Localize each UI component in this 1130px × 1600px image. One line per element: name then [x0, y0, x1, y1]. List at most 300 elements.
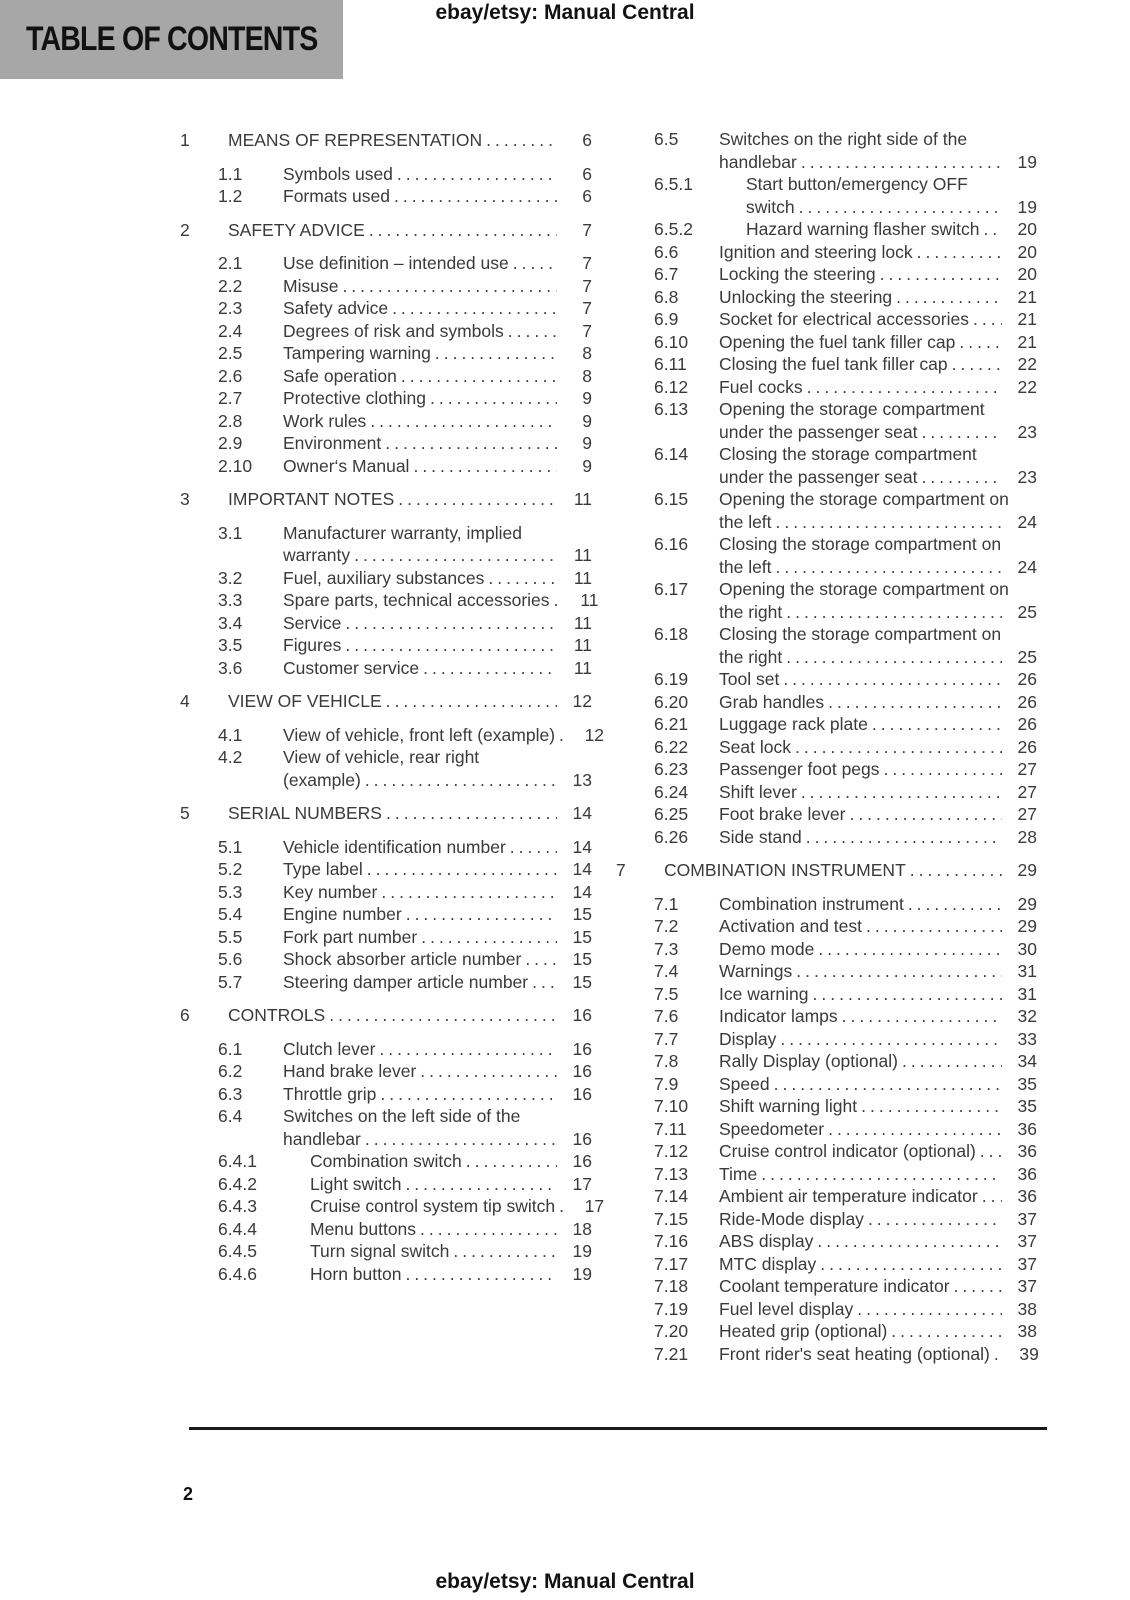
- toc-entry-number: 2.9: [218, 433, 243, 453]
- toc-entry-last-line: [719, 736, 1037, 759]
- toc-entry-number: 6.5.1: [654, 174, 693, 194]
- toc-page-number: 36: [1017, 1141, 1037, 1161]
- dot-leader: [884, 758, 1002, 781]
- toc-page-number: 20: [1017, 264, 1037, 284]
- toc-entry-number: 2.8: [218, 410, 243, 431]
- toc-entry-body: [719, 758, 1037, 781]
- dot-leader: [868, 1208, 1002, 1231]
- toc-entry-number: 2.6: [218, 365, 243, 386]
- toc-page-number: 25: [1017, 646, 1037, 667]
- toc-entry-row: [180, 881, 592, 904]
- toc-entry-number: 7.7: [654, 1028, 679, 1049]
- toc-entry-title-line: Opening the storage compartment on: [719, 579, 1009, 599]
- toc-entry-last-line: [719, 1050, 1037, 1073]
- toc-entry-body: [719, 443, 1037, 488]
- toc-entry-row: [616, 1275, 1037, 1298]
- toc-entry-number: 2.3: [218, 298, 243, 318]
- toc-entry-row: [180, 455, 592, 478]
- toc-entry-title: Ice warning: [719, 983, 809, 1004]
- toc-entry-body: [719, 1275, 1037, 1298]
- toc-entry-body: [719, 1140, 1037, 1163]
- toc-entry-title: Combination switch: [310, 1151, 462, 1171]
- toc-page-number: 38: [1017, 1298, 1037, 1319]
- toc-entry-number: 7: [616, 860, 626, 880]
- dot-leader: [401, 365, 557, 388]
- toc-entry-title: Safety advice: [283, 298, 389, 318]
- toc-entry-number: 6.4.4: [218, 1218, 257, 1239]
- toc-entry-title: Time: [719, 1163, 758, 1184]
- dot-leader: [329, 1004, 557, 1027]
- toc-entry-body: [719, 983, 1037, 1006]
- toc-entry-title: MTC display: [719, 1253, 817, 1274]
- toc-entry-last-line: [719, 286, 1037, 309]
- dot-leader: [896, 286, 1002, 309]
- toc-entry-last-line: [283, 858, 592, 881]
- dot-leader: [902, 1050, 1002, 1073]
- toc-page-number: 15: [572, 949, 592, 969]
- dot-leader: [921, 466, 1002, 489]
- toc-page-number: 7: [582, 320, 592, 341]
- toc-entry-number: 6.16: [654, 534, 689, 554]
- toc-entry-body: [283, 455, 592, 478]
- toc-entry-last-line: [719, 263, 1037, 286]
- toc-entry-title: Shock absorber article number: [283, 949, 522, 969]
- toc-entry-last-line: [719, 1005, 1037, 1028]
- toc-entry-number: 7.4: [654, 961, 679, 981]
- dot-leader: [828, 691, 1002, 714]
- toc-entry-row: [616, 781, 1037, 804]
- toc-page-number: 27: [1017, 759, 1037, 779]
- dot-leader: [786, 601, 1002, 624]
- toc-entry-body: [719, 1005, 1037, 1028]
- toc-page-number: 16: [572, 1061, 592, 1081]
- toc-entry-body: [719, 1163, 1037, 1186]
- toc-entry-last-line: [719, 1073, 1037, 1096]
- dot-leader: [917, 241, 1002, 264]
- toc-entry-row: [616, 308, 1037, 331]
- dot-leader: [872, 713, 1002, 736]
- toc-entry-number: 2.7: [218, 388, 243, 408]
- toc-entry-title: Heated grip (optional): [719, 1321, 888, 1341]
- toc-entry-body: [228, 802, 592, 825]
- toc-entry-number: 7.8: [654, 1051, 679, 1071]
- dot-leader: [397, 163, 557, 186]
- dot-leader: [983, 218, 1002, 241]
- toc-entry-last-line: [228, 219, 592, 242]
- toc-entry-row: [616, 1185, 1037, 1208]
- toc-entry-number: 7.13: [654, 1163, 689, 1184]
- footer-divider: [189, 1427, 1047, 1430]
- toc-entry-title: Passenger foot pegs: [719, 759, 880, 779]
- toc-entry-title: Vehicle identification number: [283, 836, 506, 857]
- toc-entry-last-line: [719, 1095, 1037, 1118]
- toc-entry-last-line: [283, 1060, 592, 1083]
- toc-chapter-row: [180, 690, 592, 713]
- toc-entry-title-line: Opening the storage compartment: [719, 399, 985, 419]
- toc-entry-body: [746, 173, 1037, 218]
- toc-entry-row: [180, 746, 592, 791]
- toc-entry-body: [283, 275, 592, 298]
- toc-entry-row: [180, 1150, 592, 1173]
- toc-entry-last-line: [719, 803, 1037, 826]
- toc-entry-last-line: [283, 657, 592, 680]
- toc-entry-row: [616, 1028, 1037, 1051]
- toc-entry-number: 6.4.6: [218, 1263, 257, 1284]
- toc-entry-row: [616, 960, 1037, 983]
- toc-entry-title: Cruise control indicator (optional): [719, 1141, 976, 1161]
- toc-entry-row: [616, 1163, 1037, 1186]
- toc-page-number: 9: [582, 410, 592, 431]
- toc-chapter-row: [180, 129, 592, 152]
- toc-entry-last-line: [719, 1320, 1037, 1343]
- page-banner: [0, 0, 343, 79]
- dot-leader: [405, 1173, 557, 1196]
- toc-entry-title-line: Switches on the left side of the: [283, 1106, 521, 1126]
- toc-entry-body: [283, 410, 592, 433]
- toc-entry-row: [180, 365, 592, 388]
- toc-entry-title: Light switch: [310, 1173, 402, 1194]
- toc-page-number: 33: [1017, 1028, 1037, 1049]
- toc-entry-number: 5.1: [218, 836, 243, 857]
- toc-entry-last-line: [719, 1253, 1037, 1276]
- toc-page-number: 12: [572, 691, 592, 711]
- dot-leader: [453, 1240, 557, 1263]
- toc-entry-row: [616, 713, 1037, 736]
- dot-leader: [386, 690, 557, 713]
- toc-entry-title: handlebar: [719, 151, 797, 172]
- toc-entry-title: the left: [719, 556, 772, 577]
- toc-entry-title: Rally Display (optional): [719, 1051, 898, 1071]
- toc-entry-row: [616, 1320, 1037, 1343]
- dot-leader: [908, 893, 1002, 916]
- toc-entry-row: [616, 983, 1037, 1006]
- toc-entry-row: [616, 173, 1037, 218]
- dot-leader: [973, 308, 1002, 331]
- toc-entry-title: the left: [719, 511, 772, 532]
- toc-entry-last-line: [283, 342, 592, 365]
- toc-entry-last-line: [719, 601, 1037, 624]
- dot-leader: [801, 781, 1002, 804]
- dot-leader: [345, 612, 557, 635]
- toc-page-number: 26: [1017, 714, 1037, 734]
- toc-entry-last-line: [746, 196, 1037, 219]
- toc-entry-row: [616, 758, 1037, 781]
- dot-leader: [559, 1195, 569, 1218]
- toc-entry-title: Shift warning light: [719, 1096, 858, 1116]
- toc-entry-body: [283, 567, 592, 590]
- toc-entry-title: Coolant temperature indicator: [719, 1276, 950, 1296]
- toc-entry-title: warranty: [283, 545, 351, 565]
- toc-entry-title: Shift lever: [719, 781, 797, 802]
- toc-entry-number: 6.18: [654, 624, 689, 644]
- dot-leader: [379, 1038, 557, 1061]
- toc-entry-number: 6.1: [218, 1038, 243, 1059]
- toc-column-left: [180, 118, 605, 1285]
- toc-entry-row: [616, 1230, 1037, 1253]
- toc-entry-title: under the passenger seat: [719, 466, 918, 487]
- toc-entry-last-line: [719, 1028, 1037, 1051]
- toc-page-number: 18: [572, 1218, 592, 1239]
- toc-entry-number: 6.4: [218, 1106, 243, 1126]
- toc-entry-number: 3.2: [218, 567, 243, 588]
- toc-page-number: 7: [582, 298, 592, 318]
- toc-entry-row: [180, 1083, 592, 1106]
- toc-entry-title: Hazard warning flasher switch: [746, 219, 980, 239]
- dot-leader: [866, 915, 1002, 938]
- toc-entry-row: [616, 353, 1037, 376]
- toc-entry-number: 3.5: [218, 635, 243, 655]
- toc-entry-body: [719, 1343, 1037, 1366]
- dot-leader: [954, 1275, 1002, 1298]
- toc-entry-title: Engine number: [283, 904, 402, 924]
- toc-entry-body: [719, 1028, 1037, 1051]
- toc-entry-last-line: [719, 1275, 1037, 1298]
- toc-entry-row: [616, 533, 1037, 578]
- toc-entry-row: [616, 263, 1037, 286]
- toc-entry-title-line: Start button/emergency OFF: [746, 174, 968, 194]
- toc-entry-row: [180, 903, 592, 926]
- toc-entry-title: Throttle grip: [283, 1083, 377, 1104]
- toc-entry-row: [616, 286, 1037, 309]
- toc-entry-title: Foot brake lever: [719, 804, 846, 824]
- toc-entry-number: 1: [180, 130, 190, 150]
- toc-page-number: 22: [1017, 376, 1037, 397]
- dot-leader: [857, 1298, 1002, 1321]
- toc-page-number: 9: [582, 388, 592, 408]
- toc-entry-row: [180, 252, 592, 275]
- toc-entry-number: 6.11: [654, 354, 687, 374]
- dot-leader: [795, 736, 1002, 759]
- toc-entry-title-line: Closing the storage compartment on: [719, 534, 1002, 554]
- toc-entry-body: [719, 1320, 1037, 1343]
- dot-leader: [435, 342, 557, 365]
- toc-entry-title: View of vehicle, front left (example): [283, 724, 556, 745]
- toc-entry-body: [283, 948, 592, 971]
- toc-entry-number: 6.22: [654, 736, 689, 757]
- toc-entry-row: [180, 836, 592, 859]
- toc-page-number: 26: [1017, 736, 1037, 757]
- toc-entry-last-line: [719, 1343, 1037, 1366]
- toc-entry-last-line: [283, 836, 592, 859]
- toc-entry-row: [616, 826, 1037, 849]
- toc-entry-title: Cruise control system tip switch: [310, 1196, 556, 1216]
- toc-entry-row: [616, 915, 1037, 938]
- toc-entry-title: Owner‘s Manual: [283, 455, 410, 476]
- toc-page-number: 29: [1017, 893, 1037, 914]
- toc-entry-last-line: [310, 1195, 605, 1218]
- toc-entry-body: [719, 938, 1037, 961]
- toc-entry-title: handlebar: [283, 1128, 361, 1149]
- toc-entry-number: 6.19: [654, 669, 689, 689]
- toc-entry-number: 7.3: [654, 938, 679, 959]
- toc-entry-number: 4.2: [218, 747, 243, 767]
- toc-entry-last-line: [283, 1038, 592, 1061]
- toc-entry-body: [228, 690, 592, 713]
- toc-entry-number: 6.5.2: [654, 219, 693, 239]
- toc-entry-row: [616, 803, 1037, 826]
- toc-entry-title: Ambient air temperature indicator: [719, 1186, 978, 1206]
- toc-entry-number: 6.17: [654, 579, 689, 599]
- dot-leader: [959, 331, 1002, 354]
- toc-entry-row: [180, 724, 605, 747]
- toc-entry-title: Ride-Mode display: [719, 1208, 864, 1229]
- toc-entry-number: 2.1: [218, 253, 243, 273]
- toc-entry-body: [719, 1185, 1037, 1208]
- toc-page-number: 15: [572, 926, 592, 947]
- toc-entry-title: Ignition and steering lock: [719, 241, 913, 262]
- toc-entry-number: 6.4.2: [218, 1173, 257, 1194]
- toc-entry-title-line: View of vehicle, rear right: [283, 747, 480, 767]
- toc-entry-row: [180, 387, 592, 410]
- dot-leader: [354, 544, 557, 567]
- dot-leader: [508, 320, 557, 343]
- toc-entry-number: 7.21: [654, 1343, 689, 1364]
- toc-entry-last-line: [228, 690, 592, 713]
- toc-entry-body: [283, 612, 592, 635]
- toc-entry-title: Front rider's seat heating (optional): [719, 1343, 990, 1364]
- toc-entry-last-line: [228, 1004, 592, 1027]
- dot-leader: [806, 826, 1002, 849]
- toc-entry-number: 3.4: [218, 612, 243, 633]
- dot-leader: [423, 657, 557, 680]
- toc-entry-body: [283, 724, 605, 747]
- dot-leader: [421, 926, 557, 949]
- toc-entry-number: 6.4.5: [218, 1241, 257, 1261]
- toc-entry-body: [719, 128, 1037, 173]
- toc-entry-number: 4: [180, 691, 190, 711]
- toc-page-number: 17: [572, 1173, 592, 1194]
- dot-leader: [910, 859, 1002, 882]
- dot-leader: [380, 1083, 557, 1106]
- toc-entry-body: [719, 1230, 1037, 1253]
- toc-page-number: 27: [1017, 804, 1037, 824]
- toc-page-number: 6: [582, 163, 592, 184]
- toc-page-number: 8: [582, 343, 592, 363]
- toc-page-number: 37: [1017, 1276, 1037, 1296]
- toc-entry-last-line: [719, 691, 1037, 714]
- toc-entry-body: [719, 286, 1037, 309]
- toc-entry-last-line: [283, 432, 592, 455]
- toc-entry-last-line: [228, 129, 592, 152]
- toc-entry-body: [719, 331, 1037, 354]
- toc-entry-last-line: [283, 320, 592, 343]
- toc-page-number: 16: [572, 1151, 592, 1171]
- toc-entry-title: under the passenger seat: [719, 421, 918, 442]
- toc-entry-row: [180, 1105, 592, 1150]
- toc-entry-last-line: [283, 903, 592, 926]
- toc-entry-row: [180, 926, 592, 949]
- toc-entry-last-line: [283, 589, 599, 612]
- toc-entry-number: 6.26: [654, 826, 689, 847]
- toc-entry-row: [616, 218, 1037, 241]
- site-header-label: ebay/etsy: Manual Central: [435, 1, 695, 24]
- toc-entry-last-line: [283, 1128, 592, 1151]
- dot-leader: [386, 802, 557, 825]
- dot-leader: [994, 1343, 1004, 1366]
- toc-entry-title: Spare parts, technical accessories: [283, 590, 550, 610]
- toc-entry-last-line: [719, 826, 1037, 849]
- toc-entry-number: 6.6: [654, 241, 679, 262]
- toc-entry-body: [283, 971, 592, 994]
- toc-entry-row: [616, 1140, 1037, 1163]
- toc-entry-row: [616, 128, 1037, 173]
- toc-page-number: 20: [1017, 219, 1037, 239]
- toc-entry-last-line: [283, 185, 592, 208]
- toc-page-number: 25: [1017, 601, 1037, 622]
- toc-page-number: 28: [1017, 826, 1037, 847]
- toc-entry-row: [616, 1253, 1037, 1276]
- toc-entry-last-line: [283, 724, 605, 747]
- toc-page-number: 13: [572, 769, 592, 790]
- toc-entry-body: [283, 163, 592, 186]
- toc-entry-number: 6.15: [654, 489, 689, 509]
- toc-entry-row: [616, 331, 1037, 354]
- toc-entry-title: Luggage rack plate: [719, 714, 868, 734]
- toc-entry-body: [719, 668, 1037, 691]
- toc-entry-number: 7.1: [654, 893, 679, 914]
- toc-entry-row: [180, 432, 592, 455]
- toc-page-number: 14: [572, 803, 592, 823]
- toc-entry-body: [283, 1060, 592, 1083]
- toc-entry-last-line: [719, 353, 1037, 376]
- dot-leader: [952, 353, 1002, 376]
- toc-chapter-row: [180, 488, 592, 511]
- toc-entry-last-line: [310, 1218, 592, 1241]
- toc-entry-number: 7.2: [654, 916, 679, 936]
- toc-entry-title: Fuel level display: [719, 1298, 854, 1319]
- toc-entry-body: [719, 803, 1037, 826]
- toc-entry-row: [180, 1263, 592, 1286]
- toc-entry-body: [228, 1004, 592, 1027]
- toc-entry-last-line: [719, 983, 1037, 1006]
- toc-chapter-row: [180, 219, 592, 242]
- dot-leader: [921, 421, 1002, 444]
- toc-entry-row: [616, 1208, 1037, 1231]
- toc-entry-last-line: [283, 544, 592, 567]
- toc-entry-number: 6.8: [654, 286, 679, 307]
- toc-entry-body: [719, 1073, 1037, 1096]
- toc-page-number: 19: [1017, 151, 1037, 172]
- toc-entry-body: [228, 488, 592, 511]
- dot-leader: [510, 836, 557, 859]
- toc-entry-row: [180, 410, 592, 433]
- toc-entry-title: Protective clothing: [283, 388, 426, 408]
- toc-page-number: 11: [573, 635, 592, 655]
- toc-page-number: 29: [1017, 916, 1037, 936]
- dot-leader: [430, 387, 557, 410]
- toc-entry-title-line: Opening the storage compartment on: [719, 489, 1009, 509]
- toc-entry-title: SERIAL NUMBERS: [228, 803, 382, 823]
- toc-entry-last-line: [283, 455, 592, 478]
- toc-entry-title: IMPORTANT NOTES: [228, 489, 395, 509]
- toc-page-number: 7: [582, 253, 592, 273]
- toc-entry-title: Tool set: [719, 669, 780, 689]
- toc-entry-last-line: [719, 668, 1037, 691]
- toc-entry-body: [283, 185, 592, 208]
- toc-entry-body: [283, 342, 592, 365]
- toc-entry-body: [719, 1253, 1037, 1276]
- toc-entry-body: [719, 623, 1037, 668]
- dot-leader: [367, 858, 557, 881]
- toc-entry-title: Closing the fuel tank filler cap: [719, 354, 948, 374]
- toc-entry-number: 7.16: [654, 1231, 689, 1251]
- dot-leader: [420, 1218, 557, 1241]
- dot-leader: [532, 971, 557, 994]
- toc-entry-row: [180, 657, 592, 680]
- toc-page-number: 34: [1017, 1051, 1037, 1071]
- toc-entry-last-line: [719, 1230, 1037, 1253]
- toc-entry-body: [719, 781, 1037, 804]
